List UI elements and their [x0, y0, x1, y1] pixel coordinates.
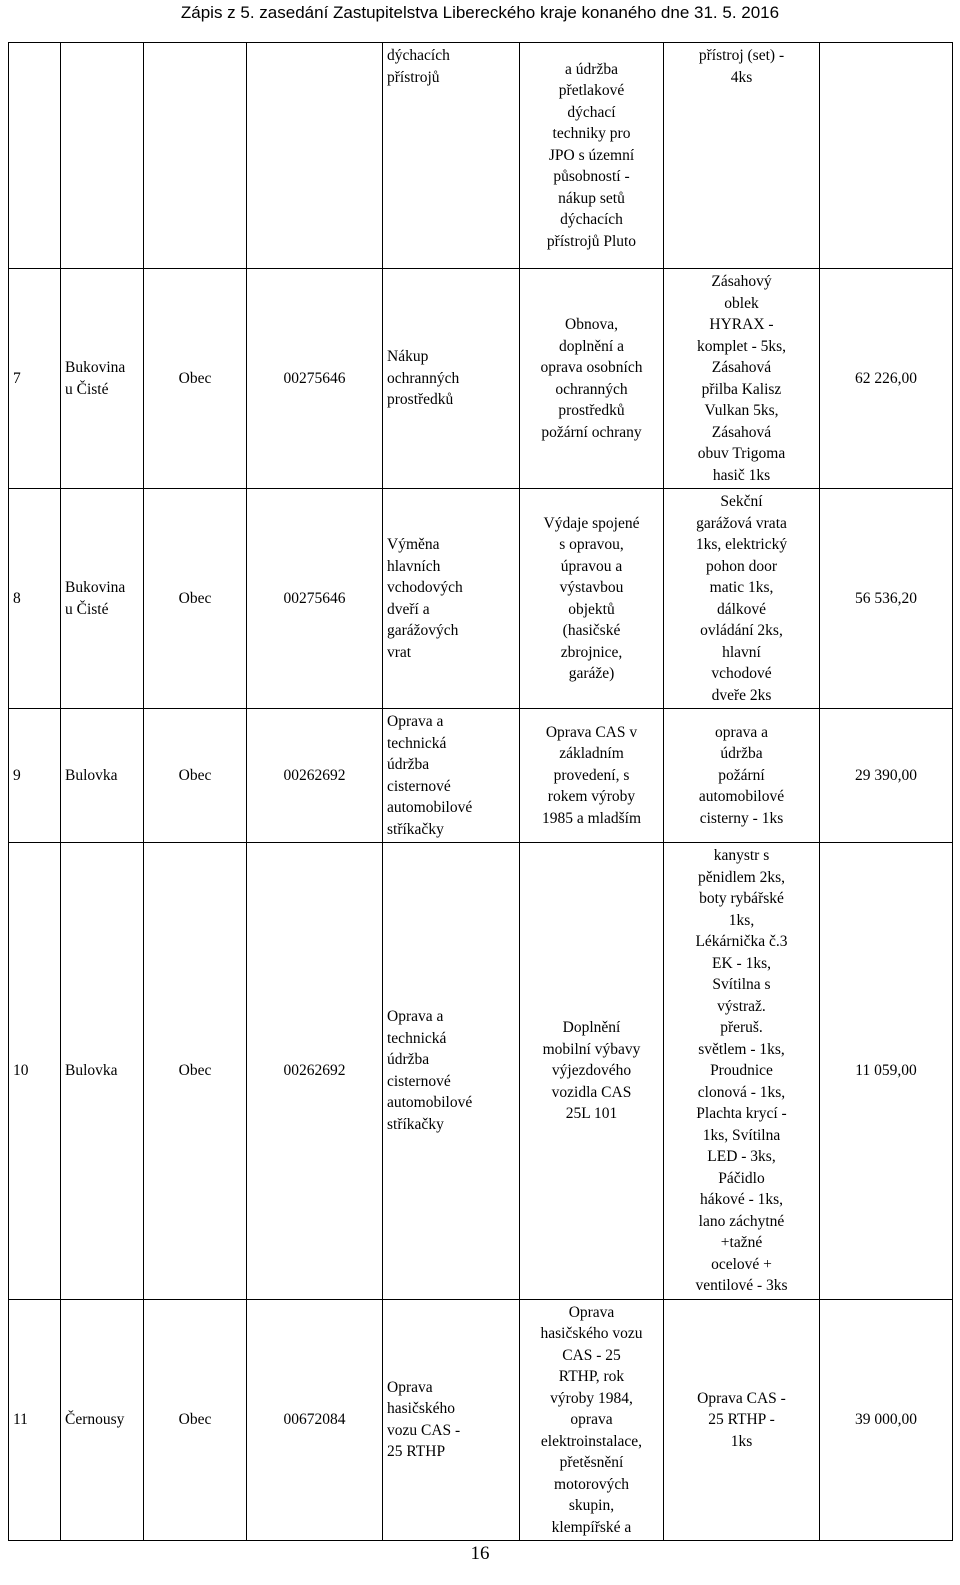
row-number — [9, 43, 61, 269]
project-purpose: Oprava a technická údržba cisternové automobilové stříkačky — [383, 709, 520, 843]
grant-amount: 11 059,00 — [820, 843, 953, 1300]
project-description: Obnova, doplnění a oprava osobních ochranných prostředků požární ochrany — [520, 269, 664, 489]
applicant-type: Obec — [144, 709, 247, 843]
document-header: Zápis z 5. zasedání Zastupitelstva Libereckého kraje konaného dne 31. 5. 2016 — [180, 3, 780, 22]
project-description: Výdaje spojené s opravou, úpravou a výstavbou objektů (hasičské zbrojnice, garáže) — [520, 489, 664, 709]
project-description: Doplnění mobilní výbavy výjezdového vozidla CAS 25L 101 — [520, 843, 664, 1300]
grant-table — [8, 42, 953, 1541]
row-number: 10 — [9, 843, 61, 1300]
project-purpose: dýchacích přístrojů — [383, 43, 520, 269]
table-row — [9, 709, 953, 843]
applicant-type: Obec — [144, 489, 247, 709]
project-description: a údržba přetlakové dýchací techniky pro JPO s územní působností - nákup setů dýchacích přístrojů Pluto — [520, 43, 664, 269]
ico-number: 00275646 — [247, 269, 383, 489]
project-purpose: Nákup ochranných prostředků — [383, 269, 520, 489]
applicant-type: Obec — [144, 269, 247, 489]
table-row — [9, 1299, 953, 1541]
project-description: Oprava hasičského vozu CAS - 25 RTHP, rok výroby 1984, oprava elektroinstalace, přetěsnění motorových skupin, klempířské a — [520, 1299, 664, 1541]
applicant-type: Obec — [144, 1299, 247, 1541]
ico-number — [247, 43, 383, 269]
project-purpose: Výměna hlavních vchodových dveří a garážových vrat — [383, 489, 520, 709]
items-purchased: Zásahový oblek HYRAX - komplet - 5ks, Zásahová přilba Kalisz Vulkan 5ks, Zásahová obuv Trigoma hasič 1ks — [664, 269, 820, 489]
table-row — [9, 489, 953, 709]
ico-number: 00262692 — [247, 843, 383, 1300]
items-purchased: Oprava CAS - 25 RTHP - 1ks — [664, 1299, 820, 1541]
items-purchased: Sekční garážová vrata 1ks, elektrický pohon door matic 1ks, dálkové ovládání 2ks, hlavní vchodové dveře 2ks — [664, 489, 820, 709]
municipality-name: Bulovka — [61, 709, 144, 843]
municipality-name: Bukovina u Čisté — [61, 489, 144, 709]
municipality-name: Černousy — [61, 1299, 144, 1541]
ico-number: 00275646 — [247, 489, 383, 709]
table-row — [9, 43, 953, 269]
items-purchased: oprava a údržba požární automobilové cisterny - 1ks — [664, 709, 820, 843]
grant-amount: 39 000,00 — [820, 1299, 953, 1541]
ico-number: 00672084 — [247, 1299, 383, 1541]
table-row — [9, 843, 953, 1300]
ico-number: 00262692 — [247, 709, 383, 843]
page-number: 16 — [470, 1543, 490, 1564]
project-description: Oprava CAS v základním provedení, s rokem výroby 1985 a mladším — [520, 709, 664, 843]
municipality-name — [61, 43, 144, 269]
row-number: 8 — [9, 489, 61, 709]
project-purpose: Oprava a technická údržba cisternové automobilové stříkačky — [383, 843, 520, 1300]
grant-amount — [820, 43, 953, 269]
table-row — [9, 269, 953, 489]
grant-amount: 62 226,00 — [820, 269, 953, 489]
grant-amount: 56 536,20 — [820, 489, 953, 709]
applicant-type — [144, 43, 247, 269]
row-number: 9 — [9, 709, 61, 843]
items-purchased: přístroj (set) - 4ks — [664, 43, 820, 269]
municipality-name: Bulovka — [61, 843, 144, 1300]
applicant-type: Obec — [144, 843, 247, 1300]
grant-amount: 29 390,00 — [820, 709, 953, 843]
items-purchased: kanystr s pěnidlem 2ks, boty rybářské 1ks, Lékárnička č.3 EK - 1ks, Svítilna s výstraž. přeruš. světlem - 1ks, Proudnice clonová - 1ks, Plachta krycí - 1ks, Svítilna LED - 3ks, Páčidlo hákové - 1ks, lano záchytné +tažné ocelové + ventilové - 3ks — [664, 843, 820, 1300]
row-number: 11 — [9, 1299, 61, 1541]
project-purpose: Oprava hasičského vozu CAS - 25 RTHP — [383, 1299, 520, 1541]
municipality-name: Bukovina u Čisté — [61, 269, 144, 489]
row-number: 7 — [9, 269, 61, 489]
